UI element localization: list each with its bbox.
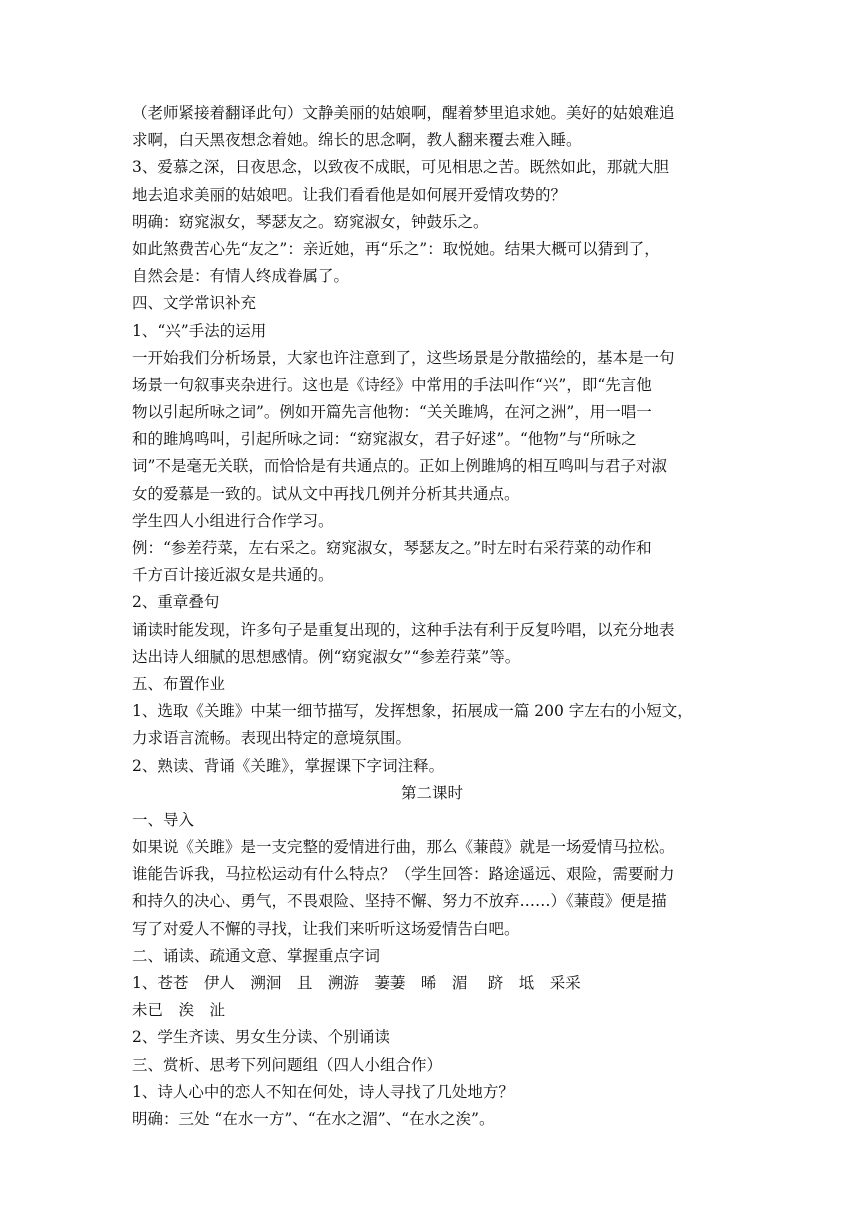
- lesson-title: 第二课时: [400, 783, 463, 802]
- subsection-heading: 2、重章叠句: [132, 593, 220, 612]
- paragraph-line: 2、学生齐读、男女生分读、个别诵读: [132, 1028, 390, 1047]
- section-heading: 一、导入: [132, 810, 195, 829]
- paragraph-line: 物以引起所咏之词”。例如开篇先言他物：“关关雎鸠，在河之洲”，用一唱一: [132, 403, 652, 422]
- section-heading: 四、文学常识补充: [132, 294, 257, 313]
- vocabulary-line: 1、苍苍 伊人 溯洄 且 溯游 萋萋 晞 湄 跻 坻 采采: [132, 974, 581, 992]
- paragraph-line: 1、诗人心中的恋人不知在何处，诗人寻找了几处地方？: [132, 1082, 514, 1101]
- document-page: [132, 100, 732, 1133]
- paragraph-line: 诵读时能发现，许多句子是重复出现的，这种手法有利于反复吟唱，以充分地表: [132, 620, 675, 639]
- paragraph-line: 和持久的决心、勇气，不畏艰险、坚持不懈、努力不放弃……）《蒹葭》便是描: [132, 892, 667, 911]
- paragraph-line: 如果说《关雎》是一支完整的爱情进行曲，那么《蒹葭》就是一场爱情马拉松。: [132, 838, 675, 857]
- paragraph-line: 1、选取《关雎》中某一细节描写，发挥想象，拓展成一篇 200 字左右的小短文，: [132, 702, 693, 721]
- paragraph-line: 自然会是：有情人终成眷属了。: [132, 267, 350, 286]
- paragraph-line: 一开始我们分析场景，大家也许注意到了，这些场景是分散描绘的，基本是一句: [132, 348, 675, 367]
- paragraph-line: 地去追求美丽的姑娘吧。让我们看看他是如何展开爱情攻势的？: [132, 185, 567, 204]
- paragraph-line: 谁能告诉我，马拉松运动有什么特点？（学生回答：路途遥远、艰险，需要耐力: [132, 865, 675, 884]
- section-heading: 五、布置作业: [132, 674, 226, 693]
- paragraph-line: 3、爱慕之深，日夜思念，以致夜不成眠，可见相思之苦。既然如此，那就大胆: [132, 158, 669, 177]
- paragraph-line: 明确：窈窕淑女，琴瑟友之。窈窕淑女，钟鼓乐之。: [132, 212, 489, 231]
- paragraph-line: 千方百计接近淑女是共通的。: [132, 566, 334, 585]
- paragraph-line: 词”不是毫无关联，而恰恰是有共通点的。正如上例雎鸠的相互鸣叫与君子对淑: [132, 457, 667, 476]
- section-heading: 二、诵读、疏通文意、掌握重点字词: [132, 946, 381, 965]
- paragraph-line: 求啊，白天黑夜想念着她。绵长的思念啊，教人翻来覆去难入睡。: [132, 131, 582, 150]
- paragraph-line: 如此煞费苦心先“友之”：亲近她，再“乐之”：取悦她。结果大概可以猜到了，: [132, 239, 660, 258]
- subsection-heading: 1、“兴”手法的运用: [132, 321, 267, 340]
- paragraph-line: 场景一句叙事夹杂进行。这也是《诗经》中常用的手法叫作“兴”，即“先言他: [132, 375, 652, 394]
- paragraph-line: 女的爱慕是一致的。试从文中再找几例并分析其共通点。: [132, 484, 520, 503]
- paragraph-line: 例：“参差荇菜，左右采之。窈窕淑女，琴瑟友之。”时左时右采荇菜的动作和: [132, 539, 652, 557]
- paragraph-line: 写了对爱人不懈的寻找，让我们来听听这场爱情告白吧。: [132, 919, 520, 938]
- paragraph-line: 达出诗人细腻的思想感情。例“窈窕淑女”“参差荇菜”等。: [132, 647, 521, 666]
- paragraph-line: 2、熟读、背诵《关雎》，掌握课下字词注释。: [132, 756, 445, 775]
- paragraph-line: 力求语言流畅。表现出特定的意境氛围。: [132, 729, 412, 748]
- paragraph-line: 和的雎鸠鸣叫，引起所咏之词：“窈窕淑女，君子好逑”。“他物”与“所咏之: [132, 430, 637, 449]
- paragraph-line: 明确：三处 “在水一方”、“在水之湄”、“在水之涘”。: [132, 1109, 495, 1128]
- section-heading: 三、赏析、思考下列问题组（四人小组合作）: [132, 1055, 443, 1074]
- paragraph-line: 学生四人小组进行合作学习。: [132, 511, 334, 530]
- vocabulary-line: 未已 涘 沚: [132, 1001, 226, 1020]
- paragraph-line: （老师紧接着翻译此句）文静美丽的姑娘啊，醒着梦里追求她。美好的姑娘难追: [132, 104, 675, 122]
